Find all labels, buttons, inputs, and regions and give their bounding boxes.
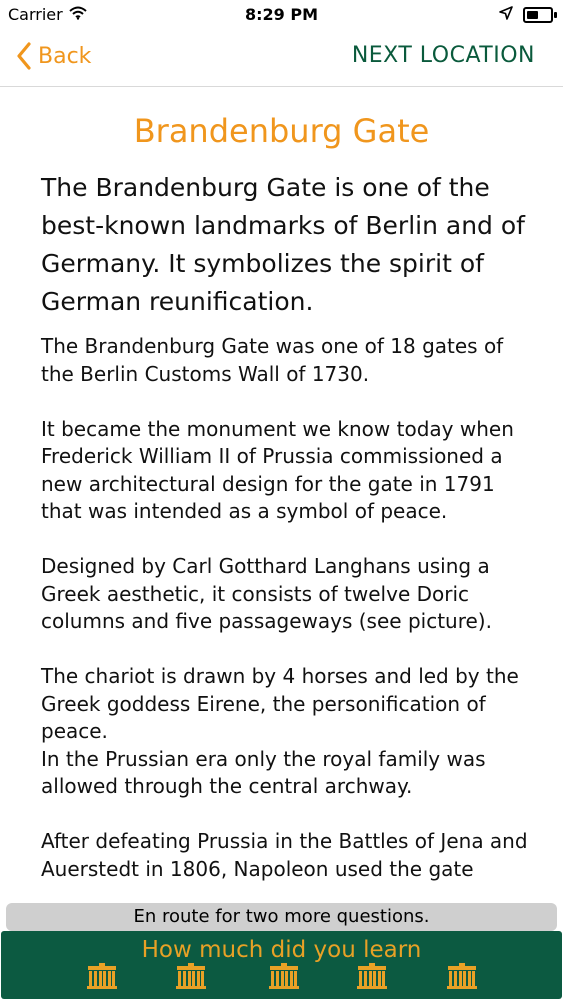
clock: 8:29 PM [244,5,318,24]
quiz-button-label: How much did you learn [141,937,422,963]
brandenburg-gate-icon [447,963,477,989]
paragraph-group [41,663,536,801]
body-text [41,333,536,893]
location-content[interactable] [0,86,563,893]
brandenburg-gate-icon [176,963,206,989]
brandenburg-gate-icon [269,963,299,989]
hint-banner: En route for two more questions. [6,903,557,931]
brandenburg-gate-icon [87,963,117,989]
back-button[interactable] [16,42,91,70]
paragraph-line: In the Prussian era only the royal family was allowed through the central archway. [41,746,486,798]
location-arrow-icon [499,5,513,24]
back-label: Back [38,43,92,69]
navigation-bar [0,30,563,87]
quiz-button[interactable] [1,931,562,999]
battery-icon [523,7,553,23]
paragraph: It became the monument we know today when Frederick William II of Prussia commissioned a new architectural design for the gate in 1791 that was intended as a symbol of peace. [41,416,514,523]
paragraph: After defeating Prussia in the Battles of Jena and Auerstedt in 1806, Napoleon used the gate [41,829,528,881]
status-right [499,5,553,24]
paragraph: The Brandenburg Gate was one of 18 gates of the Berlin Customs Wall of 1730. [41,334,504,386]
carrier-label: Carrier [8,5,63,24]
brandenburg-gate-icon [357,963,387,989]
paragraph-line: The chariot is drawn by 4 horses and led by the Greek goddess Eirene, the personification of peace. [41,664,519,743]
lead-paragraph: The Brandenburg Gate is one of the best-known landmarks of Berlin and of Germany. It symbolizes the spirit of German reunification. [41,173,525,316]
chevron-left-icon [16,42,32,70]
paragraph: Designed by Carl Gotthard Langhans using a Greek aesthetic, it consists of twelve Doric columns and five passageways (see picture). [41,554,492,633]
status-bar [0,0,563,30]
next-location-button[interactable]: NEXT LOCATION [351,43,535,68]
page-title: Brandenburg Gate [133,112,430,150]
